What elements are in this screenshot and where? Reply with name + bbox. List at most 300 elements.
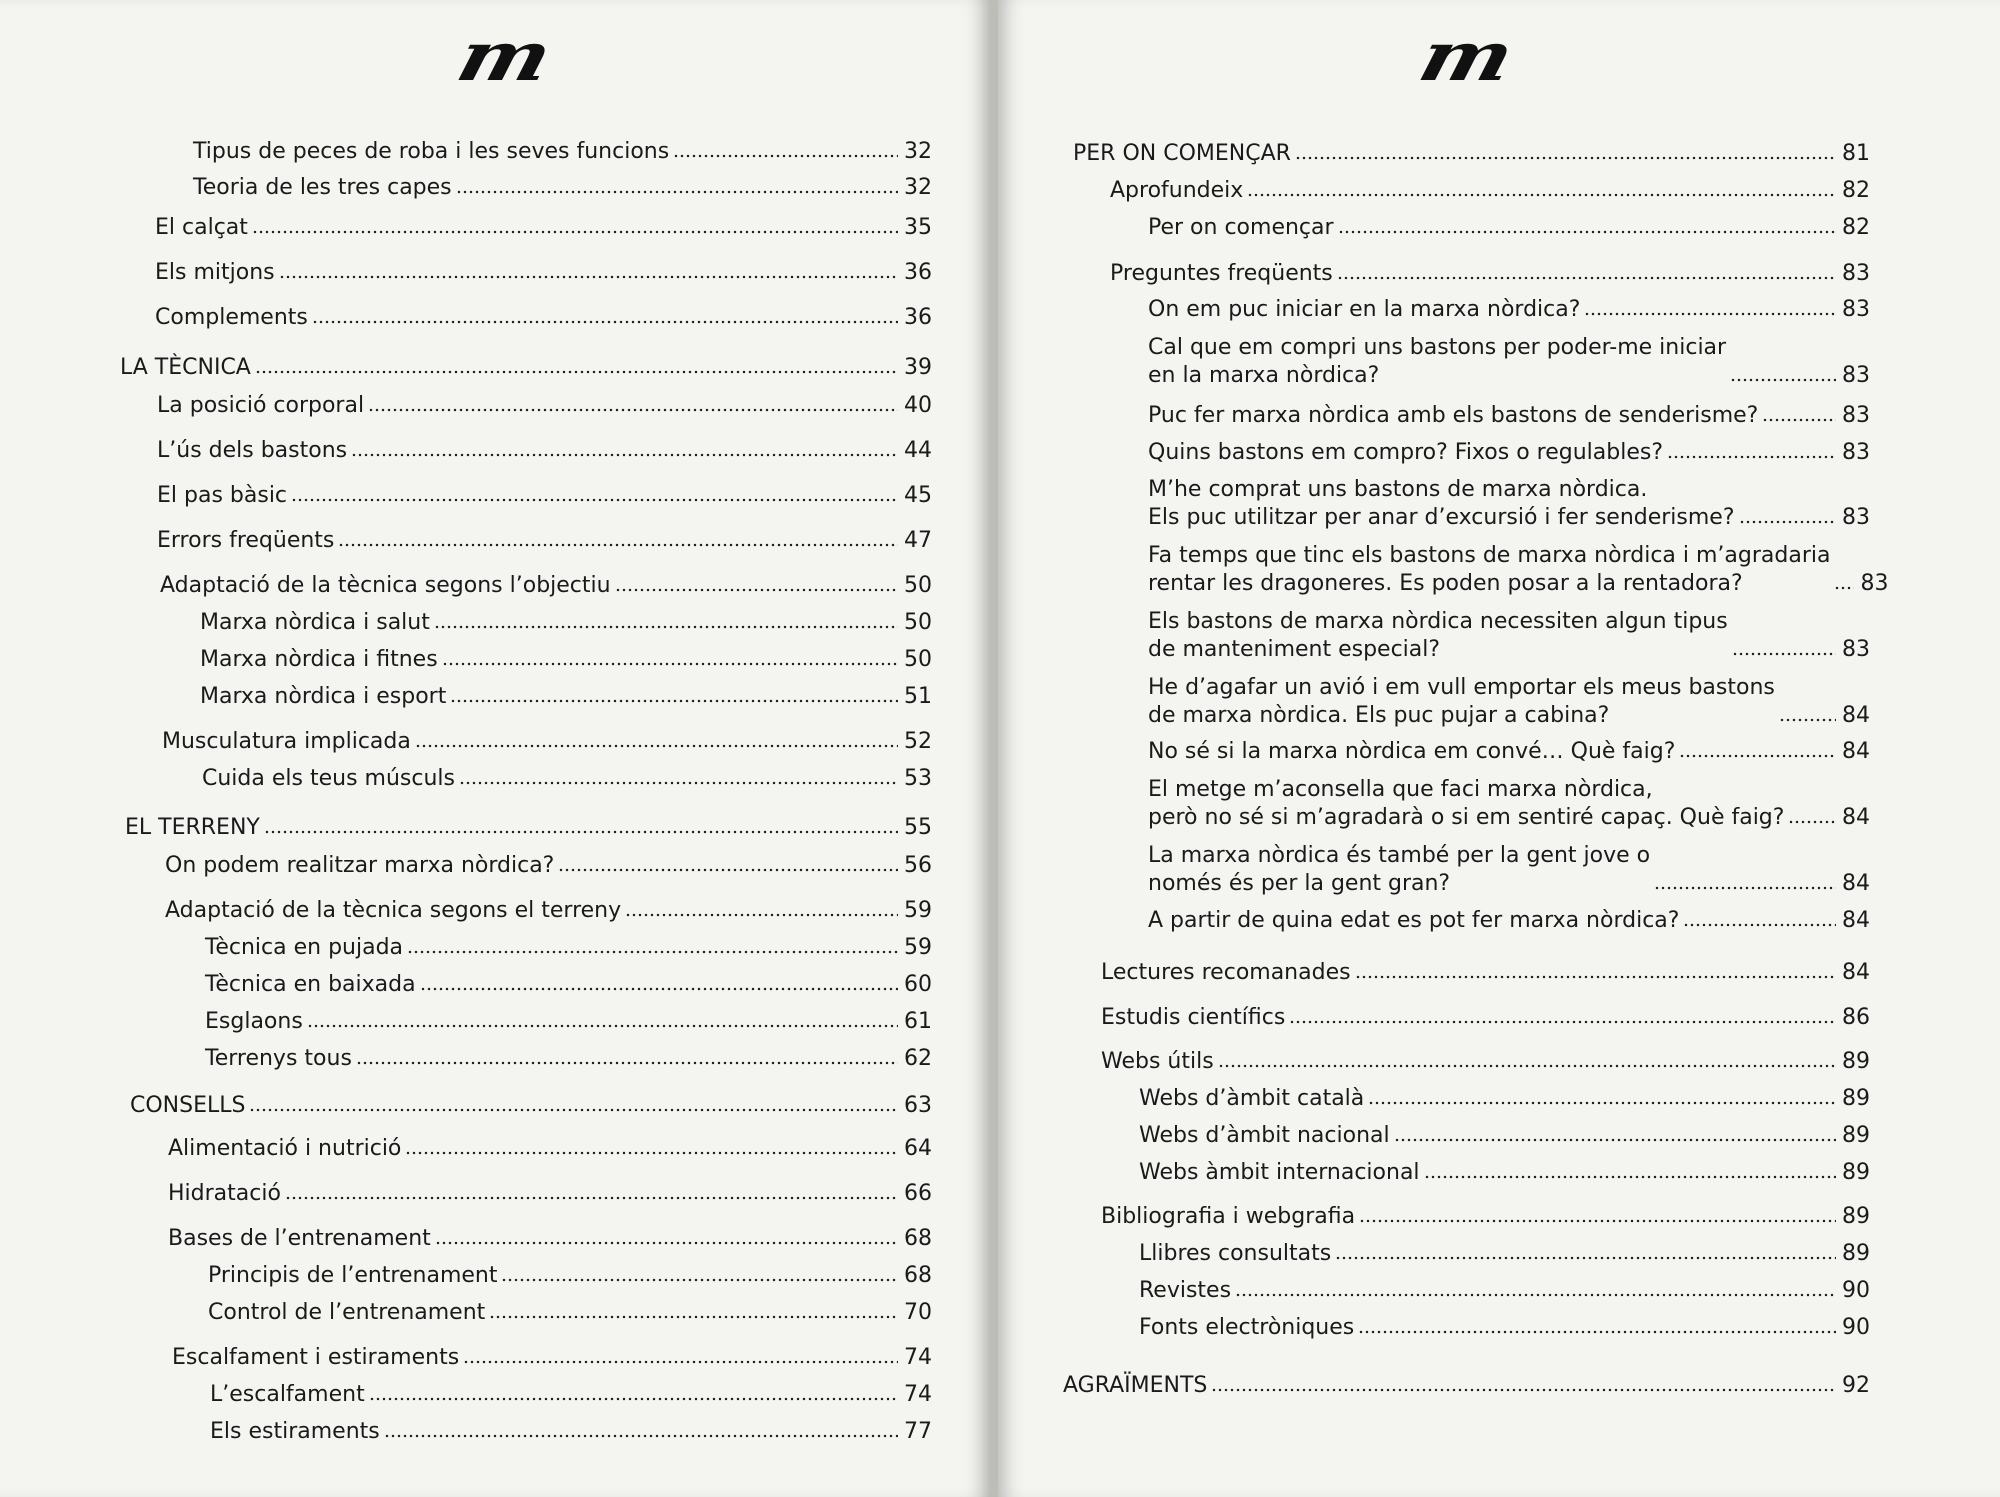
dot-leader: [1211, 1387, 1836, 1394]
toc-entry-title-line: Principis de l’entrenament: [208, 1263, 498, 1288]
toc-entry-title-line: AGRAÏMENTS: [1063, 1373, 1208, 1398]
toc-page-number: 68: [904, 1226, 932, 1251]
dot-leader: [1338, 229, 1836, 236]
toc-entry: [168, 1225, 932, 1253]
dot-leader: [338, 542, 898, 549]
toc-entry: [193, 138, 932, 166]
toc-entry-title-line: Control de l’entrenament: [208, 1300, 486, 1325]
toc-page-number: 61: [904, 1009, 932, 1034]
toc-entry: [1148, 842, 1870, 898]
toc-page-number: 89: [1842, 1160, 1870, 1185]
toc-page-number: 84: [1842, 703, 1870, 728]
toc-entry-title-line: Aprofundeix: [1110, 178, 1244, 203]
toc-entry-title-line: Revistes: [1139, 1278, 1232, 1303]
toc-entry-title: [1148, 674, 1775, 730]
toc-entry-title-line: Llibres consultats: [1139, 1241, 1332, 1266]
toc-entry-title: [1139, 1159, 1420, 1187]
toc-page-number: 36: [904, 260, 932, 285]
toc-entry-title: [1148, 608, 1728, 664]
toc-entry-title: [1139, 1085, 1364, 1113]
toc-entry-title-line: Marxa nòrdica i esport: [200, 684, 447, 709]
toc-entry-title-line: Errors freqüents: [157, 528, 335, 553]
dot-leader: [1679, 753, 1836, 760]
dot-leader: [1732, 651, 1836, 658]
toc-page-number: 66: [904, 1181, 932, 1206]
toc-entry-title: [1148, 842, 1650, 898]
toc-entry: [125, 814, 932, 842]
toc-entry-title-line: Preguntes freqüents: [1110, 261, 1333, 286]
dot-leader: [450, 698, 898, 705]
toc-entry-title-line: de manteniment especial?: [1148, 637, 1441, 662]
toc-page-number: 89: [1842, 1241, 1870, 1266]
toc-entry: [1148, 476, 1870, 532]
toc-page-number: 64: [904, 1136, 932, 1161]
toc-page-number: 84: [1842, 739, 1870, 764]
toc-page-number: 89: [1842, 1204, 1870, 1229]
toc-entry-title-line: en la marxa nòrdica?: [1148, 363, 1380, 388]
toc-page-number: 83: [1860, 571, 1889, 596]
toc-entry: [1101, 1048, 1870, 1076]
toc-page-number: 82: [1842, 178, 1870, 203]
toc-entry-title-line: Webs d’àmbit català: [1139, 1086, 1365, 1111]
toc-entry-title: [155, 304, 308, 332]
dot-leader: [356, 1060, 898, 1067]
toc-entry: [1148, 738, 1870, 766]
dot-leader: [1218, 1063, 1836, 1070]
toc-page-number: 83: [1842, 440, 1870, 465]
toc-entry: [157, 437, 932, 465]
toc-entry: [202, 765, 932, 793]
toc-entry-title: [208, 1262, 497, 1290]
toc-entry: [1148, 439, 1870, 467]
toc-entry-title: [162, 728, 411, 756]
book-logo-left: m: [449, 17, 553, 97]
dot-leader: [415, 743, 898, 750]
toc-page-number: 32: [904, 139, 932, 164]
toc-entry-title: [1139, 1277, 1231, 1305]
toc-page-number: 68: [904, 1263, 932, 1288]
toc-page-number: 51: [904, 684, 932, 709]
toc-entry-title: [193, 138, 669, 166]
toc-entry-title: [125, 814, 260, 842]
toc-entry-title-line: EL TERRENY: [125, 815, 260, 840]
toc-entry: [1139, 1122, 1870, 1150]
dot-leader: [501, 1277, 898, 1284]
toc-entry: [1148, 907, 1870, 935]
toc-entry-title-line: Webs d’àmbit nacional: [1139, 1123, 1390, 1148]
toc-page-number: 84: [1842, 960, 1870, 985]
dot-leader: [291, 497, 898, 504]
dot-leader: [407, 949, 898, 956]
toc-entry-title: [120, 354, 251, 382]
toc-page-number: 83: [1842, 297, 1870, 322]
toc-entry: [1110, 177, 1870, 205]
toc-entry-title-line: On podem realitzar marxa nòrdica?: [165, 853, 555, 878]
toc-entry-title: [1139, 1122, 1390, 1150]
dot-leader: [489, 1314, 898, 1321]
toc-entry-title: [210, 1381, 365, 1409]
toc-entry: [172, 1344, 932, 1372]
dot-leader: [1247, 192, 1836, 199]
toc-entry-title: [1139, 1240, 1331, 1268]
toc-entry: [205, 1045, 932, 1073]
toc-entry: [1148, 542, 1889, 598]
toc-entry: [168, 1180, 932, 1208]
toc-entry-title-line: On em puc iniciar en la marxa nòrdica?: [1148, 297, 1581, 322]
toc-entry: [1139, 1240, 1870, 1268]
dot-leader: [285, 1195, 898, 1202]
toc-entry-title: [1148, 476, 1735, 532]
toc-entry: [210, 1418, 932, 1446]
toc-entry-title-line: Cuida els teus músculs: [202, 766, 455, 791]
toc-entry-title-line: PER ON COMENÇAR: [1073, 141, 1291, 166]
dot-leader: [1667, 454, 1836, 461]
toc-page-number: 47: [904, 528, 932, 553]
toc-entry-title: [130, 1092, 245, 1120]
toc-entry: [1073, 140, 1870, 168]
toc-entry-title-line: Per on començar: [1148, 215, 1334, 240]
toc-entry-title: [1148, 439, 1663, 467]
toc-entry: [1148, 776, 1870, 832]
toc-entry: [208, 1299, 932, 1327]
toc-entry-title-line: Els puc utilitzar per anar d’excursió i fer senderisme?: [1148, 505, 1735, 530]
toc-entry-title: [160, 572, 611, 600]
toc-entry: [193, 174, 932, 202]
toc-entry-title-line: Hidratació: [168, 1181, 281, 1206]
toc-entry: [1148, 674, 1870, 730]
toc-page-number: 50: [904, 610, 932, 635]
toc-page-number: 62: [904, 1046, 932, 1071]
toc-page-number: 83: [1842, 637, 1870, 662]
toc-page-number: 84: [1842, 908, 1870, 933]
toc-page-number: 40: [904, 393, 932, 418]
toc-page-number: 89: [1842, 1123, 1870, 1148]
dot-leader: [1368, 1100, 1836, 1107]
toc-entry: [1101, 1004, 1870, 1032]
toc-page-number: 74: [904, 1382, 932, 1407]
toc-entry: [155, 259, 932, 287]
toc-entry: [205, 971, 932, 999]
book-gutter: [990, 0, 998, 1497]
toc-entry-title-line: Cal que em compri uns bastons per poder-me iniciar: [1148, 335, 1727, 360]
toc-page-number: 56: [904, 853, 932, 878]
dot-leader: [351, 452, 898, 459]
toc-page-number: 55: [904, 815, 932, 840]
toc-entry-title-line: CONSELLS: [130, 1093, 246, 1118]
toc-entry-title: [200, 683, 446, 711]
toc-entry: [1139, 1314, 1870, 1342]
toc-entry-title: [157, 482, 287, 510]
toc-entry-title-line: Teoria de les tres capes: [193, 175, 452, 200]
toc-page-number: 83: [1842, 403, 1870, 428]
toc-entry-title-line: Webs útils: [1101, 1049, 1214, 1074]
toc-page-number: 90: [1842, 1278, 1870, 1303]
toc-entry-title-line: La posició corporal: [157, 393, 365, 418]
toc-entry-title-line: Adaptació de la tècnica segons l’objectiu: [160, 573, 611, 598]
toc-entry-title-line: Bibliografia i webgrafia: [1101, 1204, 1356, 1229]
dot-leader: [279, 274, 898, 281]
toc-entry-title-line: El pas bàsic: [157, 483, 288, 508]
dot-leader: [1730, 377, 1836, 384]
toc-entry-title-line: Terrenys tous: [205, 1046, 352, 1071]
toc-entry-title: [172, 1344, 459, 1372]
left-page: [0, 0, 990, 1497]
toc-entry: [157, 392, 932, 420]
toc-entry-title-line: La marxa nòrdica és també per la gent jove o: [1148, 843, 1651, 868]
toc-page-number: 63: [904, 1093, 932, 1118]
dot-leader: [1834, 585, 1854, 592]
toc-entry-title: [165, 852, 554, 880]
dot-leader: [1762, 417, 1836, 424]
toc-entry-title: [168, 1135, 401, 1163]
toc-entry: [162, 728, 932, 756]
toc-entry-title-line: Marxa nòrdica i fitnes: [200, 647, 438, 672]
toc-entry-title-line: Quins bastons em compro? Fixos o regulables?: [1148, 440, 1663, 465]
toc-entry-title: [210, 1418, 380, 1446]
toc-page-number: 53: [904, 766, 932, 791]
toc-entry: [1139, 1085, 1870, 1113]
dot-leader: [435, 1240, 898, 1247]
toc-entry: [155, 304, 932, 332]
toc-entry-title-line: Webs àmbit internacional: [1139, 1160, 1420, 1185]
toc-entry: [1101, 1203, 1870, 1231]
toc-page-number: 84: [1842, 805, 1870, 830]
toc-page-number: 44: [904, 438, 932, 463]
toc-entry-title-line: El calçat: [155, 215, 248, 240]
dot-leader: [625, 912, 898, 919]
dot-leader: [1358, 1329, 1836, 1336]
toc-entry-title: [168, 1180, 281, 1208]
toc-page-number: 84: [1842, 871, 1870, 896]
dot-leader: [673, 153, 898, 160]
toc-entry: [205, 1008, 932, 1036]
toc-entry-title: [1139, 1314, 1354, 1342]
toc-entry-title-line: Tipus de peces de roba i les seves funcions: [193, 139, 670, 164]
dot-leader: [369, 1396, 898, 1403]
right-page: [998, 0, 2000, 1497]
toc-entry: [155, 214, 932, 242]
toc-entry-title: [1101, 1048, 1214, 1076]
toc-entry-title-line: Els bastons de marxa nòrdica necessiten algun tipus: [1148, 609, 1728, 634]
toc-page-number: 50: [904, 573, 932, 598]
toc-entry-title-line: Fonts electròniques: [1139, 1315, 1355, 1340]
toc-entry-title-line: Fa temps que tinc els bastons de marxa nòrdica i m’agradaria: [1148, 543, 1831, 568]
toc-entry-title: [168, 1225, 431, 1253]
toc-entry-title-line: L’ús dels bastons: [157, 438, 348, 463]
toc-entry: [1063, 1372, 1870, 1400]
toc-page-number: 90: [1842, 1315, 1870, 1340]
toc-entry: [1148, 608, 1870, 664]
toc-entry: [160, 572, 932, 600]
toc-entry-title-line: però no sé si m’agradarà o si em sentiré capaç. Què faig?: [1148, 805, 1785, 830]
toc-entry-title: [1110, 260, 1333, 288]
toc-entry-title: [1148, 402, 1758, 430]
toc-page-number: 70: [904, 1300, 932, 1325]
toc-entry: [200, 646, 932, 674]
toc-entry-title: [193, 174, 452, 202]
toc-entry: [1139, 1159, 1870, 1187]
toc-entry: [157, 527, 932, 555]
toc-page-number: 83: [1842, 363, 1870, 388]
toc-page-number: 39: [904, 355, 932, 380]
toc-page-number: 59: [904, 898, 932, 923]
toc-entry-title-line: LA TÈCNICA: [120, 355, 251, 380]
toc-entry-title-line: Adaptació de la tècnica segons el terreny: [165, 898, 622, 923]
toc-entry-title: [1101, 1004, 1285, 1032]
dot-leader: [420, 986, 898, 993]
toc-page-number: 35: [904, 215, 932, 240]
toc-page-number: 36: [904, 305, 932, 330]
toc-entry-title: [1148, 907, 1679, 935]
toc-entry-title: [157, 437, 347, 465]
toc-page-number: 77: [904, 1419, 932, 1444]
dot-leader: [459, 780, 898, 787]
dot-leader: [255, 369, 898, 376]
toc-page-number: 92: [1842, 1373, 1870, 1398]
toc-entry-title: [1063, 1372, 1207, 1400]
toc-page-number: 50: [904, 647, 932, 672]
toc-entry-title: [1101, 1203, 1355, 1231]
toc-entry-title-line: Musculatura implicada: [162, 729, 411, 754]
dot-leader: [1779, 717, 1836, 724]
toc-entry-title-line: No sé si la marxa nòrdica em convé… Què faig?: [1148, 739, 1676, 764]
toc-entry: [168, 1135, 932, 1163]
toc-entry: [130, 1092, 932, 1120]
dot-leader: [249, 1107, 898, 1114]
toc-entry-title-line: Els mitjons: [155, 260, 275, 285]
dot-leader: [405, 1150, 898, 1157]
toc-entry-title: [1148, 296, 1580, 324]
toc-entry-title-line: Escalfament i estiraments: [172, 1345, 460, 1370]
toc-entry: [165, 897, 932, 925]
toc-entry-title: [205, 971, 416, 999]
book-logo-right: m: [1411, 17, 1515, 97]
dot-leader: [456, 189, 898, 196]
toc-entry-title-line: només és per la gent gran?: [1148, 871, 1451, 896]
dot-leader: [384, 1433, 898, 1440]
toc-page-number: 60: [904, 972, 932, 997]
toc-entry: [1148, 296, 1870, 324]
dot-leader: [1235, 1292, 1836, 1299]
dot-leader: [463, 1359, 898, 1366]
toc-entry: [157, 482, 932, 510]
toc-entry-title-line: Bases de l’entrenament: [168, 1226, 431, 1251]
toc-page-number: 83: [1842, 261, 1870, 286]
toc-entry: [210, 1381, 932, 1409]
toc-entry: [1101, 959, 1870, 987]
toc-page-number: 45: [904, 483, 932, 508]
dot-leader: [558, 867, 898, 874]
toc-entry: [1148, 214, 1870, 242]
toc-entry: [120, 354, 932, 382]
toc-entry-title: [208, 1299, 485, 1327]
toc-page-number: 59: [904, 935, 932, 960]
toc-page-number: 86: [1842, 1005, 1870, 1030]
toc-entry-title: [1101, 959, 1351, 987]
toc-entry-title: [205, 934, 403, 962]
dot-leader: [434, 624, 898, 631]
dot-leader: [1355, 974, 1836, 981]
toc-page-number: 89: [1842, 1049, 1870, 1074]
dot-leader: [1788, 819, 1836, 826]
toc-entry-title-line: A partir de quina edat es pot fer marxa nòrdica?: [1148, 908, 1680, 933]
toc-entry-title: [1148, 776, 1784, 832]
toc-entry-title: [200, 609, 430, 637]
dot-leader: [1739, 519, 1836, 526]
toc-page-number: 82: [1842, 215, 1870, 240]
toc-entry-title-line: Marxa nòrdica i salut: [200, 610, 430, 635]
dot-leader: [1335, 1255, 1836, 1262]
toc-entry-title: [165, 897, 621, 925]
dot-leader: [1295, 155, 1836, 162]
toc-entry-title: [1148, 542, 1830, 598]
toc-entry-title-line: El metge m’aconsella que faci marxa nòrdica,: [1148, 777, 1653, 802]
toc-page-number: 52: [904, 729, 932, 754]
dot-leader: [264, 829, 898, 836]
dot-leader: [307, 1023, 898, 1030]
dot-leader: [1394, 1137, 1836, 1144]
dot-leader: [442, 661, 898, 668]
dot-leader: [1337, 275, 1836, 282]
toc-entry: [205, 934, 932, 962]
dot-leader: [615, 587, 898, 594]
toc-entry-title: [155, 214, 248, 242]
toc-entry: [200, 683, 932, 711]
toc-entry-title: [1148, 738, 1675, 766]
toc-page-number: 32: [904, 175, 932, 200]
toc-entry-title-line: Tècnica en pujada: [205, 935, 404, 960]
toc-entry-title: [157, 392, 364, 420]
dot-leader: [312, 319, 898, 326]
toc-entry-title-line: Els estiraments: [210, 1419, 380, 1444]
toc-entry: [1148, 334, 1870, 390]
toc-entry: [208, 1262, 932, 1290]
toc-entry-title-line: Estudis científics: [1101, 1005, 1286, 1030]
toc-entry: [200, 609, 932, 637]
toc-entry-title-line: de marxa nòrdica. Els puc pujar a cabina?: [1148, 703, 1610, 728]
toc-entry-title: [1110, 177, 1243, 205]
toc-entry-title: [157, 527, 334, 555]
toc-entry-title-line: rentar les dragoneres. Es poden posar a la rentadora?: [1148, 571, 1743, 596]
dot-leader: [1289, 1019, 1836, 1026]
toc-entry-title: [200, 646, 438, 674]
toc-entry-title: [1148, 334, 1726, 390]
toc-entry-title: [1148, 214, 1334, 242]
toc-page-number: 89: [1842, 1086, 1870, 1111]
toc-entry-title-line: Tècnica en baixada: [205, 972, 416, 997]
toc-entry-title-line: Lectures recomanades: [1101, 960, 1351, 985]
toc-entry-title: [205, 1045, 352, 1073]
toc-page-number: 83: [1842, 505, 1870, 530]
toc-entry-title-line: Alimentació i nutrició: [168, 1136, 402, 1161]
toc-entry-title-line: L’escalfament: [210, 1382, 365, 1407]
toc-entry-title-line: Complements: [155, 305, 308, 330]
dot-leader: [1683, 922, 1836, 929]
dot-leader: [1359, 1218, 1836, 1225]
toc-entry-title: [202, 765, 455, 793]
toc-entry-title-line: M’he comprat uns bastons de marxa nòrdica.: [1148, 477, 1648, 502]
toc-entry-title: [1073, 140, 1291, 168]
toc-entry: [1148, 402, 1870, 430]
dot-leader: [1424, 1174, 1836, 1181]
dot-leader: [1654, 885, 1836, 892]
toc-entry-title-line: He d’agafar un avió i em vull emportar els meus bastons: [1148, 675, 1775, 700]
dot-leader: [252, 229, 898, 236]
toc-entry: [1110, 260, 1870, 288]
toc-entry: [165, 852, 932, 880]
dot-leader: [1584, 311, 1836, 318]
dot-leader: [368, 407, 898, 414]
